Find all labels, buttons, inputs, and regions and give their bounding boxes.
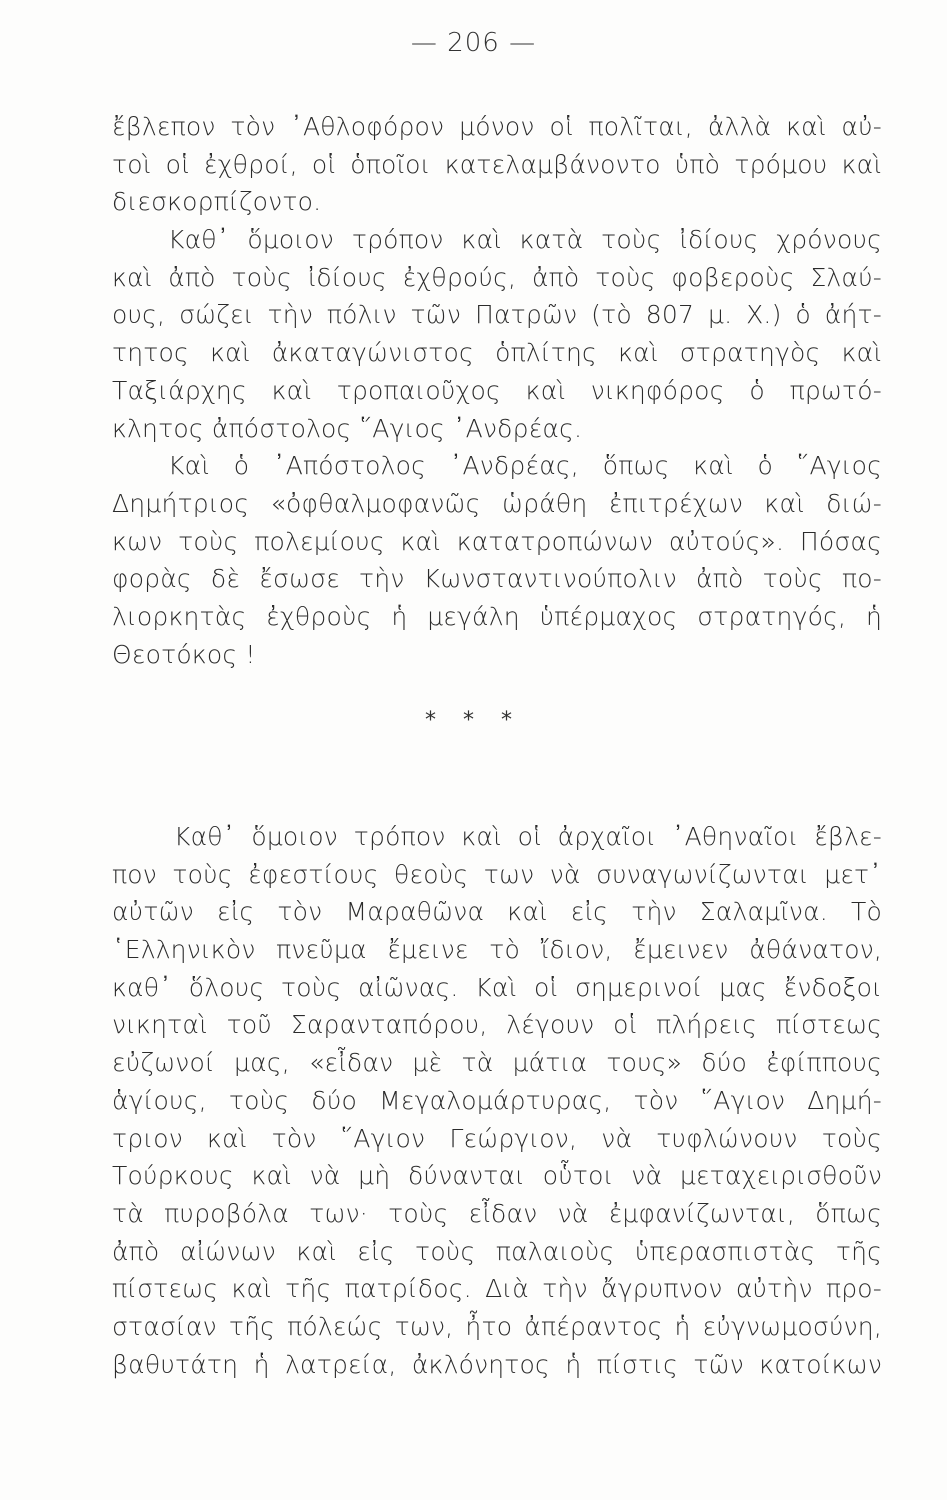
text-line: νικηταὶ τοῦ Σαρανταπόρου, λέγουν οἱ πλήρεις πίστεως [112, 1010, 882, 1040]
text-line: Δημήτριος «ὀφθαλμοφανῶς ὡράθη ἐπιτρέχων καὶ διώ- [112, 488, 882, 518]
page-number: — 206 — [410, 28, 537, 58]
text-line: ἔβλεπον τὸν ᾿Αθλοφόρον μόνον οἱ πολῖται, ἀλλὰ καὶ αὐ- [112, 112, 882, 141]
text-line: πίστεως καὶ τῆς πατρίδος. Διὰ τὴν ἄγρυπνον αὐτὴν προ- [112, 1274, 882, 1304]
text-line: τοὶ οἱ ἐχθροί, οἱ ὁποῖοι κατελαμβάνοντο ὑπὸ τρόμου καὶ [112, 149, 882, 179]
text-line: φορὰς δὲ ἔσωσε τὴν Κωνσταντινούπολιν ἀπὸ τοὺς πο- [112, 564, 882, 594]
text-line: ους, σώζει τὴν πόλιν τῶν Πατρῶν (τὸ 807 μ. Χ.) ὁ ἀήτ- [112, 300, 882, 330]
text-line: καθ᾿ ὅλους τοὺς αἰῶνας. Καὶ οἱ σημερινοί μας ἔνδοξοι [112, 972, 882, 1002]
text-line: κλητος ἀπόστολος ῞Αγιος ᾿Ανδρέας. [112, 413, 583, 443]
text-line: τὰ πυροβόλα των· τοὺς εἶδαν νὰ ἐμφανίζωνται, ὅπως [112, 1198, 882, 1228]
text-line: Καθ᾿ ὅμοιον τρόπον καὶ οἱ ἀρχαῖοι ᾿Αθηναῖοι ἔβλε- [174, 822, 882, 851]
text-line: βαθυτάτη ἡ λατρεία, ἀκλόνητος ἡ πίστις τῶν κατοίκων [112, 1349, 882, 1379]
text-line: Ταξιάρχης καὶ τροπαιοῦχος καὶ νικηφόρος ὁ πρωτό- [112, 375, 882, 405]
text-line: διεσκορπίζοντο. [112, 187, 322, 217]
section-separator: * * * [425, 708, 522, 733]
text-line: αὐτῶν εἰς τὸν Μαραθῶνα καὶ εἰς τὴν Σαλαμῖνα. Τὸ [112, 897, 882, 927]
paragraph-block-1 [112, 108, 882, 673]
text-line: στασίαν τῆς πόλεώς των, ἦτο ἀπέραντος ἡ εὐγνωμοσύνη, [112, 1311, 882, 1341]
text-line: τητος καὶ ἀκαταγώνιστος ὁπλίτης καὶ στρατηγὸς καὶ [112, 338, 882, 368]
text-line: Καθ᾿ ὅμοιον τρόπον καὶ κατὰ τοὺς ἰδίους χρόνους [168, 225, 882, 255]
text-line: κων τοὺς πολεμίους καὶ κατατροπώνων αὐτούς». Πόσας [112, 526, 882, 556]
text-line: λιορκητὰς ἐχθροὺς ἡ μεγάλη ὑπέρμαχος στρατηγός, ἡ [112, 601, 882, 631]
text-line: καὶ ἀπὸ τοὺς ἰδίους ἐχθρούς, ἀπὸ τοὺς φοβεροὺς Σλαύ- [112, 262, 882, 292]
text-line: ἁγίους, τοὺς δύο Μεγαλομάρτυρας, τὸν ῞Αγιον Δημή- [112, 1085, 882, 1115]
text-line: ἀπὸ αἰώνων καὶ εἰς τοὺς παλαιοὺς ὑπερασπιστὰς τῆς [112, 1236, 882, 1266]
text-line: Τούρκους καὶ νὰ μὴ δύνανται οὗτοι νὰ μεταχειρισθοῦν [112, 1161, 882, 1191]
text-line: ῾Ελληνικὸν πνεῦμα ἔμεινε τὸ ἴδιον, ἔμεινεν ἀθάνατον, [112, 935, 882, 965]
paragraph-block-2 [112, 818, 882, 1383]
text-line: πον τοὺς ἐφεστίους θεοὺς των νὰ συναγωνίζωνται μετ᾿ [112, 859, 882, 889]
text-line: Καὶ ὁ ᾿Απόστολος ᾿Ανδρέας, ὅπως καὶ ὁ ῞Αγιος [168, 451, 882, 481]
text-line: τριον καὶ τὸν ῞Αγιον Γεώργιον, νὰ τυφλώνουν τοὺς [112, 1123, 882, 1153]
text-line: Θεοτόκος ! [112, 639, 256, 669]
text-line: εὐζωνοί μας, «εἶδαν μὲ τὰ μάτια τους» δύο ἐφίππους [112, 1048, 882, 1078]
